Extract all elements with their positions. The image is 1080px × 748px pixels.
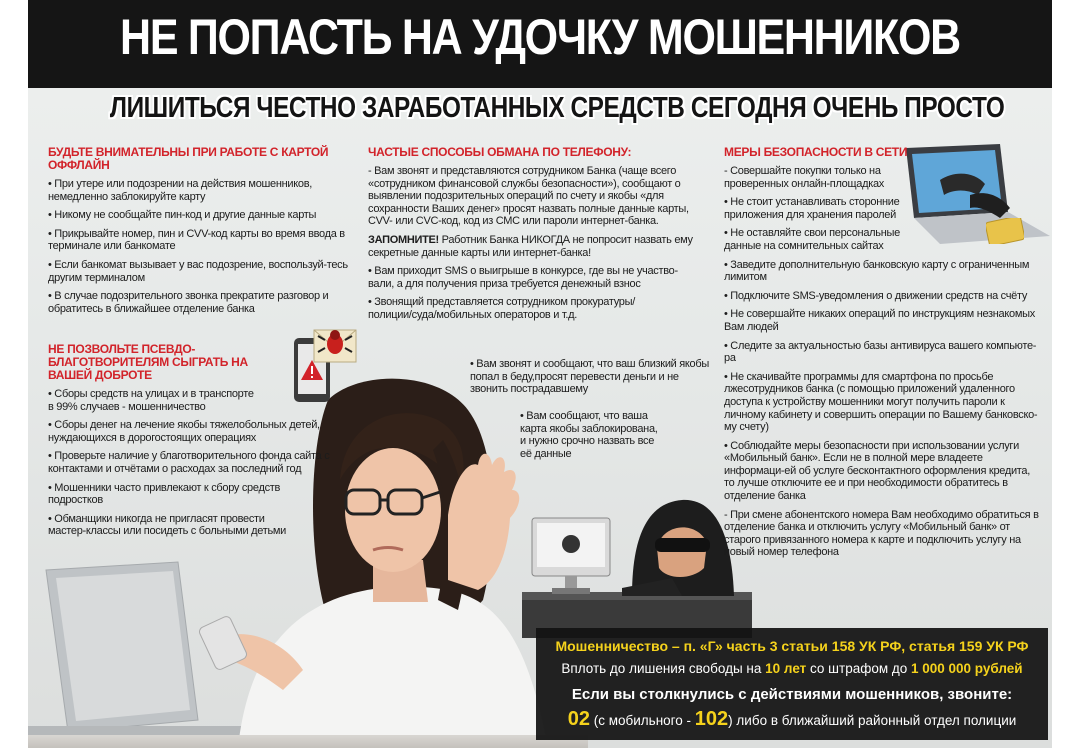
penalty-fine: 1 000 000 рублей xyxy=(911,661,1023,676)
police-text-b: ) либо в ближайший районный отдел полиции xyxy=(728,713,1017,728)
police-text-a: (с мобильного - xyxy=(589,713,695,728)
list-item: • Обманщики никогда не пригласят провести мастер-классы или посидеть с больными детьми xyxy=(48,512,286,538)
card-offline-heading: БУДЬТЕ ВНИМАТЕЛЬНЫ ПРИ РАБОТЕ С КАРТОЙ ОФФЛАЙН xyxy=(48,145,329,172)
card-blocked-item: • Вам сообщают, что ваша карта якобы заблокирована, и нужно срочно назвать все её данные xyxy=(520,410,658,460)
list-item: • Проверьте наличие у благотворительного фонда сайта с контактами и отчётами о расходах за последний год xyxy=(48,450,330,475)
page-title: НЕ ПОПАСТЬ НА УДОЧКУ МОШЕННИКОВ xyxy=(120,9,960,65)
poster xyxy=(28,0,1052,748)
card-offline-section xyxy=(48,146,348,321)
list-item: • Подключите SMS-уведомления о движении средств на счёту xyxy=(724,289,1028,302)
police-mobile-number: 102 xyxy=(694,708,729,730)
remember-label: ЗАПОМНИТЕ! xyxy=(368,233,439,246)
phone-fraud-section xyxy=(368,146,702,328)
list-item: • Не совершайте никаких операций по инструкциям незнакомых Вам людей xyxy=(724,308,1035,333)
list-item: • Звонящий представляется сотрудником прокуратуры/ полиции/суда/мобильных операторов и т.д. xyxy=(368,296,635,321)
list-item: - Совершайте покупки только на проверенных онлайн-площадках xyxy=(724,165,884,190)
list-item: • Сборы средств на улицах и в транспорте в 99% случаев - мошенничество xyxy=(48,388,254,413)
phone-fraud-heading: ЧАСТЫЕ СПОСОБЫ ОБМАНА ПО ТЕЛЕФОНУ: xyxy=(368,145,632,159)
list-item: • Заведите дополнительную банковскую карту с ограниченным лимитом xyxy=(724,258,1030,284)
penalty-text-b: со штрафом до xyxy=(806,661,911,676)
page-subtitle: ЛИШИТЬСЯ ЧЕСТНО ЗАРАБОТАННЫХ СРЕДСТВ СЕГОДНЯ ОЧЕНЬ ПРОСТО xyxy=(109,92,1005,124)
list-item: • Если банкомат вызывает у вас подозрение, воспользуй-тесь другим терминалом xyxy=(48,258,348,284)
online-safety-section xyxy=(724,146,1042,565)
list-item: • Сборы денег на лечение якобы тяжелобольных детей, нуждающихся в дорогостоящих операциях xyxy=(48,419,320,444)
charity-heading: НЕ ПОЗВОЛЬТЕ ПСЕВДО-БЛАГОТВОРИТЕЛЯМ СЫГРАТЬ НА ВАШЕЙ ДОБРОТЕ xyxy=(48,342,248,382)
list-item: • В случае подозрительного звонка прекратите разговор и обратитесь в ближайшее отделение банка xyxy=(48,290,329,315)
police-phone-line xyxy=(536,708,1048,731)
charity-section xyxy=(48,343,338,544)
list-item: • Следите за актуальностью базы антивируса вашего компьюте-ра xyxy=(724,339,1037,365)
phone-fraud-intro: - Вам звонят и представляются сотрудником Банка (чаще всего «сотрудником финансовой службы безопасности»), сообщают о выявлении подозрительных операций по счету и якобы «для сохранности Ваших денег» просят назвать полные данные карты, CVV- или CVC-код, код из СМС или пароли интернет-банка. xyxy=(368,165,689,228)
title-bar xyxy=(28,0,1052,88)
law-article-text: Мошенничество – п. «Г» часть 3 статьи 158 УК РФ, статья 159 УК РФ xyxy=(555,638,1029,654)
police-number: 02 xyxy=(567,708,590,730)
remember-text: Работник Банка НИКОГДА не попросит назвать ему секретные данные карты или интернет-банка! xyxy=(368,233,693,259)
online-safety-heading: МЕРЫ БЕЗОПАСНОСТИ В СЕТИ xyxy=(724,145,908,159)
list-item: - При смене абонентского номера Вам необходимо обратиться в отделение банка и отключить услугу «Мобильный банк» от старого привязанного номера к карте и подключить услугу на новый номер телефона xyxy=(724,508,1039,559)
list-item: • Не скачивайте программы для смартфона по просьбе лжесотрудников банка (с помощью приложений удаленного доступа к устройству мошенники могут получить пароли к личному кабинету и совершить операции по Вашему банковско-му счету) xyxy=(724,370,1038,434)
law-article-line xyxy=(536,638,1048,654)
list-item: • Не оставляйте свои персональные данные на сомнительных сайтах xyxy=(724,227,900,252)
call-instruction: Если вы столкнулись с действиями мошенников, звоните: xyxy=(571,686,1013,703)
relative-trouble-item: • Вам звонят и сообщают, что ваш близкий якобы попал в беду,просят перевести деньги и не звонить пострадавшему xyxy=(470,358,709,396)
hacker-computer-icon xyxy=(522,488,752,638)
list-item: • Прикрывайте номер, пин и CVV-код карты во время ввода в терминале или банкомате xyxy=(48,227,345,253)
penalty-line xyxy=(536,661,1048,676)
list-item: • Соблюдайте меры безопасности при использовании услуги «Мобильный банк». Если не в полной мере владеете информаци-ей об услуге бесконтактного оформления кредита, то лучше отключите ее и при необходимости обратитесь в отделение банка xyxy=(724,439,1030,503)
list-item: • Никому не сообщайте пин-код и другие данные карты xyxy=(48,209,317,222)
penalty-text-a: Вплоть до лишения свободы на xyxy=(561,661,766,676)
list-item: • При утере или подозрении на действия мошенников, немедленно заблокируйте карту xyxy=(48,178,313,203)
list-item: • Не стоит устанавливать сторонние приложения для хранения паролей xyxy=(724,196,900,221)
remember-note xyxy=(368,234,702,259)
law-info-box xyxy=(536,628,1048,740)
list-item: • Вам приходит SMS о выигрыше в конкурсе, где вы не участво-вали, а для получения приза требуется денежный взнос xyxy=(368,265,678,290)
penalty-years: 10 лет xyxy=(765,661,807,676)
list-item: • Мошенники часто привлекают к сбору средств подростков xyxy=(48,481,281,507)
